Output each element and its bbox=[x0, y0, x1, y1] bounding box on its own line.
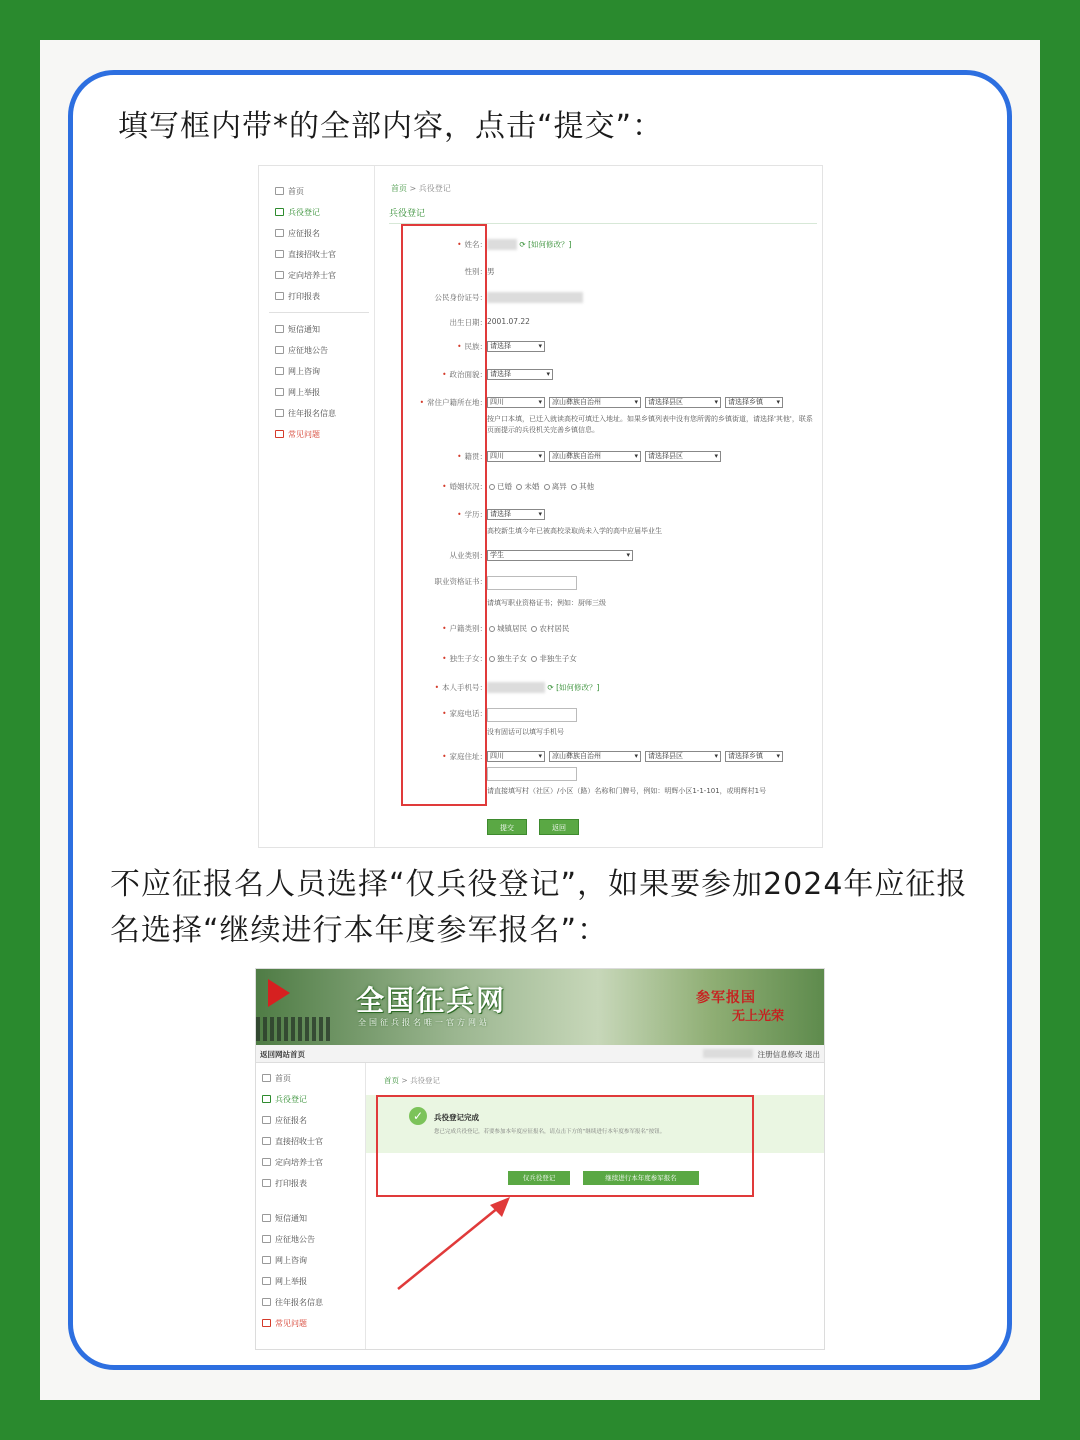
book-icon bbox=[262, 1158, 271, 1166]
sidebar2-item-home[interactable]: 首页 bbox=[262, 1073, 291, 1087]
sidebar2-item-report[interactable]: 网上举报 bbox=[262, 1276, 307, 1290]
field-marital: • 婚姻状况： 已婚 未婚 离异 其他 bbox=[442, 482, 595, 491]
id-value-blurred bbox=[487, 292, 583, 303]
sidebar-2 bbox=[256, 1063, 366, 1350]
sidebar2-item-direct-nco[interactable]: 直接招收士官 bbox=[262, 1136, 323, 1150]
cert-note: 请填写职业资格证书；例如：厨师三级 bbox=[487, 599, 606, 607]
home-phone-input[interactable] bbox=[487, 708, 577, 722]
ethnicity-select[interactable]: 请选择 ▾ bbox=[487, 341, 545, 352]
address-county-select[interactable]: 请选择县区 ▾ bbox=[645, 751, 721, 762]
radio-married[interactable] bbox=[489, 484, 495, 490]
registration-icon bbox=[262, 1095, 271, 1103]
sidebar-item-sms[interactable]: 短信通知 bbox=[275, 324, 320, 338]
flag-icon bbox=[268, 979, 290, 1007]
sidebar-item-directed-nco[interactable]: 定向培养士官 bbox=[275, 270, 336, 284]
field-cert: 职业资格证书： bbox=[259, 576, 824, 588]
refresh-icon[interactable]: ⟳ bbox=[519, 240, 526, 249]
registration-form-screenshot bbox=[258, 165, 823, 848]
radio-urban[interactable] bbox=[489, 626, 495, 632]
residence-town-select[interactable]: 请选择乡镇 ▾ bbox=[725, 397, 783, 408]
address-prefecture-select[interactable]: 凉山彝族自治州 ▾ bbox=[549, 751, 641, 762]
check-icon: ✓ bbox=[409, 1107, 427, 1125]
form-icon bbox=[275, 229, 284, 237]
native-prefecture-select[interactable]: 凉山彝族自治州 ▾ bbox=[549, 451, 641, 462]
address-province-select[interactable]: 四川 ▾ bbox=[487, 751, 545, 762]
sidebar2-item-directed-nco[interactable]: 定向培养士官 bbox=[262, 1157, 323, 1171]
breadcrumb-2: 首页 > 兵役登记 bbox=[384, 1076, 441, 1085]
sidebar2-item-history[interactable]: 往年报名信息 bbox=[262, 1297, 323, 1311]
printer-icon bbox=[262, 1179, 271, 1187]
radio-other[interactable] bbox=[571, 484, 577, 490]
field-residence: • 常住户籍所在地： 四川 ▾ 凉山彝族自治州 ▾ 请选择县区 ▾ 请选择乡镇 ▾ bbox=[259, 397, 824, 409]
education-select[interactable]: 请选择 ▾ bbox=[487, 509, 545, 520]
field-address: • 家庭住址： 四川 ▾ 凉山彝族自治州 ▾ 请选择县区 ▾ 请选择乡镇 ▾ bbox=[259, 751, 824, 763]
radio-not-only-child[interactable] bbox=[531, 656, 537, 662]
sidebar2-item-faq[interactable]: 常见问题 bbox=[262, 1318, 307, 1332]
sidebar2-item-sms[interactable]: 短信通知 bbox=[262, 1213, 307, 1227]
address-detail-input[interactable] bbox=[487, 767, 577, 781]
field-address-detail bbox=[259, 767, 824, 779]
field-home-phone: • 家庭电话： bbox=[259, 708, 824, 720]
history-icon bbox=[275, 409, 284, 417]
radio-divorced[interactable] bbox=[544, 484, 550, 490]
field-native-place: • 籍贯： 四川 ▾ 凉山彝族自治州 ▾ 请选择县区 ▾ bbox=[259, 451, 824, 463]
residence-note: 按户口本填，已迁入就读高校可填迁入地址。如果乡镇列表中没有您所需的乡镇街道，请选择'其他'，联系页面提示的兵役机关完善乡镇信息。 bbox=[487, 415, 813, 434]
history-icon bbox=[262, 1298, 271, 1306]
completion-screenshot bbox=[255, 968, 825, 1350]
sidebar-item-faq[interactable]: 常见问题 bbox=[275, 429, 320, 443]
slogan-1: 参军报国 bbox=[696, 990, 756, 1006]
question-icon bbox=[262, 1319, 271, 1327]
topbar-links[interactable]: 注册信息修改 退出 bbox=[757, 1050, 820, 1059]
question-icon bbox=[275, 430, 284, 438]
book-icon bbox=[275, 250, 284, 258]
chat-icon bbox=[262, 1256, 271, 1264]
field-occupation: 从业类别： 学生 ▾ bbox=[259, 550, 824, 562]
residence-county-select[interactable]: 请选择县区 ▾ bbox=[645, 397, 721, 408]
field-only-child: • 独生子女： 独生子女 非独生子女 bbox=[442, 654, 577, 663]
sidebar-item-print[interactable]: 打印报表 bbox=[275, 291, 320, 305]
phone-modify-link[interactable]: [如何修改？] bbox=[556, 683, 600, 692]
only-registration-button[interactable]: 仅兵役登记 bbox=[508, 1171, 570, 1185]
phone-value-blurred bbox=[487, 682, 545, 693]
instruction-heading-2: 不应征报名人员选择“仅兵役登记”，如果要参加2024年应征报名选择“继续进行本年度参军报名”： bbox=[110, 867, 968, 948]
section-title: 兵役登记 bbox=[389, 209, 426, 219]
sidebar-item-consult[interactable]: 网上咨询 bbox=[275, 366, 320, 380]
name-value-blurred bbox=[487, 239, 517, 250]
sidebar-item-direct-nco[interactable]: 直接招收士官 bbox=[275, 249, 336, 263]
form-icon bbox=[262, 1116, 271, 1124]
occupation-select[interactable]: 学生 ▾ bbox=[487, 550, 633, 561]
sidebar2-item-notice[interactable]: 应征地公告 bbox=[262, 1234, 315, 1248]
sidebar-item-military-registration[interactable]: 兵役登记 bbox=[275, 207, 320, 221]
sidebar-item-home[interactable]: 首页 bbox=[275, 186, 304, 200]
slogan-2: 无上光荣 bbox=[732, 1009, 785, 1024]
sidebar2-item-military-registration[interactable]: 兵役登记 bbox=[262, 1094, 307, 1108]
site-topbar bbox=[256, 1045, 825, 1063]
sidebar-item-report[interactable]: 网上举报 bbox=[275, 387, 320, 401]
site-subtitle: 全国征兵报名唯一官方网站 bbox=[358, 1018, 490, 1027]
education-note: 高校新生填今年已被高校录取尚未入学的高中应届毕业生 bbox=[487, 527, 662, 535]
home-icon bbox=[275, 187, 284, 195]
residence-prefecture-select[interactable]: 凉山彝族自治州 ▾ bbox=[549, 397, 641, 408]
submit-button[interactable]: 提交 bbox=[487, 819, 527, 835]
back-home-link[interactable]: 返回网站首页 bbox=[260, 1050, 305, 1059]
field-education: • 学历： 请选择 ▾ bbox=[259, 509, 824, 521]
site-banner bbox=[256, 969, 825, 1045]
field-phone: • 本人手机号： ⟳ [如何修改？] bbox=[434, 683, 600, 692]
residence-province-select[interactable]: 四川 ▾ bbox=[487, 397, 545, 408]
sidebar2-item-enlistment[interactable]: 应征报名 bbox=[262, 1115, 307, 1129]
field-birth: 出生日期： 2001.07.22 bbox=[449, 317, 530, 327]
sidebar-item-history[interactable]: 往年报名信息 bbox=[275, 408, 336, 422]
sidebar-item-enlistment[interactable]: 应征报名 bbox=[275, 228, 320, 242]
radio-rural[interactable] bbox=[531, 626, 537, 632]
cert-input[interactable] bbox=[487, 576, 577, 590]
registration-icon bbox=[275, 208, 284, 216]
report-icon bbox=[262, 1277, 271, 1285]
sidebar2-item-consult[interactable]: 网上咨询 bbox=[262, 1255, 307, 1269]
radio-only-child[interactable] bbox=[489, 656, 495, 662]
radio-unmarried[interactable] bbox=[516, 484, 522, 490]
field-name: • 姓名： ⟳ [如何修改？] bbox=[457, 240, 572, 249]
username-blurred bbox=[703, 1049, 753, 1058]
required-fields-highlight bbox=[401, 224, 487, 806]
sidebar2-item-print[interactable]: 打印报表 bbox=[262, 1178, 307, 1192]
site-title: 全国征兵网 bbox=[356, 984, 507, 1017]
field-ethnicity: • 民族： 请选择 ▾ bbox=[259, 341, 824, 353]
report-icon bbox=[275, 388, 284, 396]
native-province-select[interactable]: 四川 ▾ bbox=[487, 451, 545, 462]
instruction-heading-1: 填写框内带*的全部内容，点击“提交”： bbox=[118, 109, 664, 144]
sidebar-item-notice[interactable]: 应征地公告 bbox=[275, 345, 328, 359]
book-icon bbox=[262, 1137, 271, 1145]
notice-icon bbox=[262, 1235, 271, 1243]
home-phone-note: 没有固话可以填写手机号 bbox=[487, 728, 564, 736]
message-icon bbox=[262, 1214, 271, 1222]
continue-enlistment-button[interactable]: 继续进行本年度参军报名 bbox=[583, 1171, 699, 1185]
address-note: 请直接填写村（社区）/小区（路）名称和门牌号，例如：明辉小区1-1-101，或明辉村1号 bbox=[487, 787, 767, 795]
soldiers-image bbox=[256, 1017, 331, 1041]
home-icon bbox=[262, 1074, 271, 1082]
red-arrow-icon bbox=[386, 1195, 526, 1295]
field-hukou: • 户籍类别： 城镇居民 农村居民 bbox=[442, 624, 570, 633]
refresh-icon[interactable]: ⟳ bbox=[547, 683, 554, 692]
political-select[interactable]: 请选择 ▾ bbox=[487, 369, 553, 380]
success-title: 兵役登记完成 bbox=[434, 1113, 479, 1122]
buttons-highlight bbox=[376, 1095, 754, 1197]
success-text: 您已完成兵役登记，若要参加本年度应征报名，请点击下方的“继续进行本年度参军报名”按钮。 bbox=[434, 1129, 666, 1135]
field-gender: 性别： 男 bbox=[464, 267, 495, 276]
field-id-number: 公民身份证号： bbox=[259, 292, 824, 304]
sidebar-divider bbox=[269, 312, 369, 313]
address-town-select[interactable]: 请选择乡镇 ▾ bbox=[725, 751, 783, 762]
back-button[interactable]: 返回 bbox=[539, 819, 579, 835]
how-to-modify-link[interactable]: [如何修改？] bbox=[528, 240, 572, 249]
field-political: • 政治面貌： 请选择 ▾ bbox=[259, 369, 824, 381]
native-county-select[interactable]: 请选择县区 ▾ bbox=[645, 451, 721, 462]
breadcrumb: 首页 > 兵役登记 bbox=[391, 184, 451, 193]
